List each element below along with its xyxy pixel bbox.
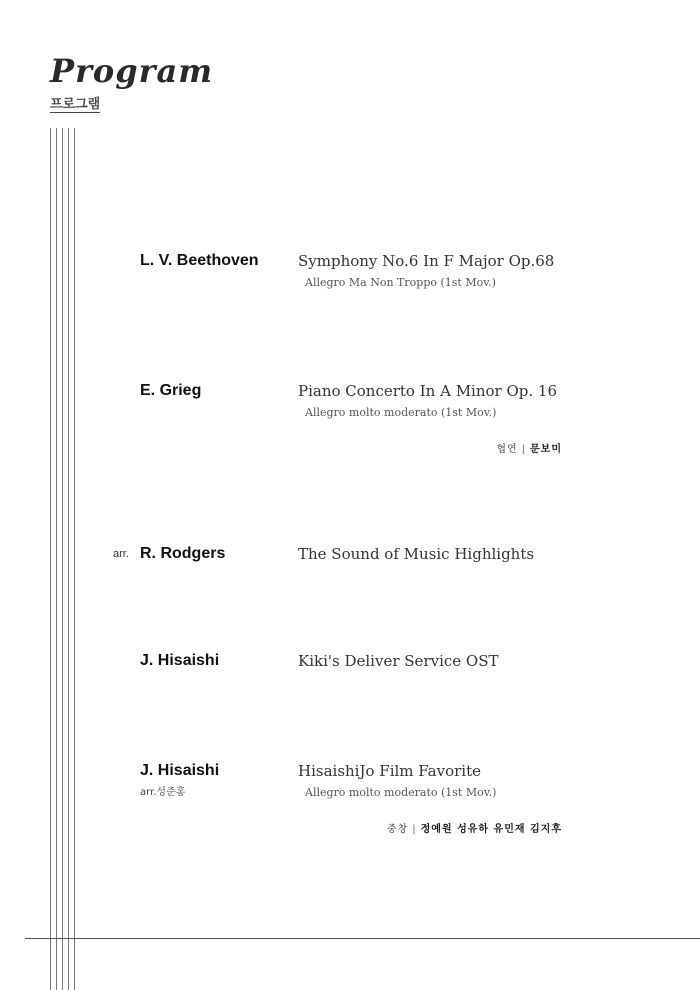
page-subtitle: 프로그램	[50, 97, 101, 112]
movement-title: Allegro molto moderato (1st Mov.)	[305, 786, 497, 799]
performer-role: 중창	[386, 824, 409, 835]
movement-title: Allegro Ma Non Troppo (1st Mov.)	[305, 276, 496, 289]
work-title: The Sound of Music Highlights	[298, 545, 535, 563]
staff-lines-decoration	[50, 128, 80, 990]
work-title: Kiki's Deliver Service OST	[298, 652, 499, 670]
arranger-credit: arr.성준홍	[140, 787, 186, 798]
performer-separator: |	[412, 824, 417, 835]
performer-credit	[387, 820, 562, 835]
performer-names: 문보미	[530, 444, 562, 455]
work-title: HisaishiJo Film Favorite	[298, 762, 481, 780]
composer-name: J. Hisaishi	[140, 762, 220, 779]
composer-name: J. Hisaishi	[140, 652, 220, 669]
arrangement-prefix: arr.	[113, 548, 129, 560]
work-title: Piano Concerto In A Minor Op. 16	[298, 382, 557, 400]
performer-credit	[496, 440, 562, 455]
performer-names: 정예원 성유하 유민재 김지후	[420, 824, 562, 835]
movement-title: Allegro molto moderato (1st Mov.)	[305, 406, 497, 419]
page-title: Program	[50, 52, 214, 90]
performer-role: 협연	[496, 444, 518, 455]
composer-name: E. Grieg	[140, 382, 202, 399]
work-title: Symphony No.6 In F Major Op.68	[298, 252, 555, 270]
footer-divider	[25, 938, 700, 939]
performer-separator: |	[521, 444, 527, 455]
composer-name: R. Rodgers	[140, 545, 226, 562]
composer-name: L. V. Beethoven	[140, 252, 259, 269]
